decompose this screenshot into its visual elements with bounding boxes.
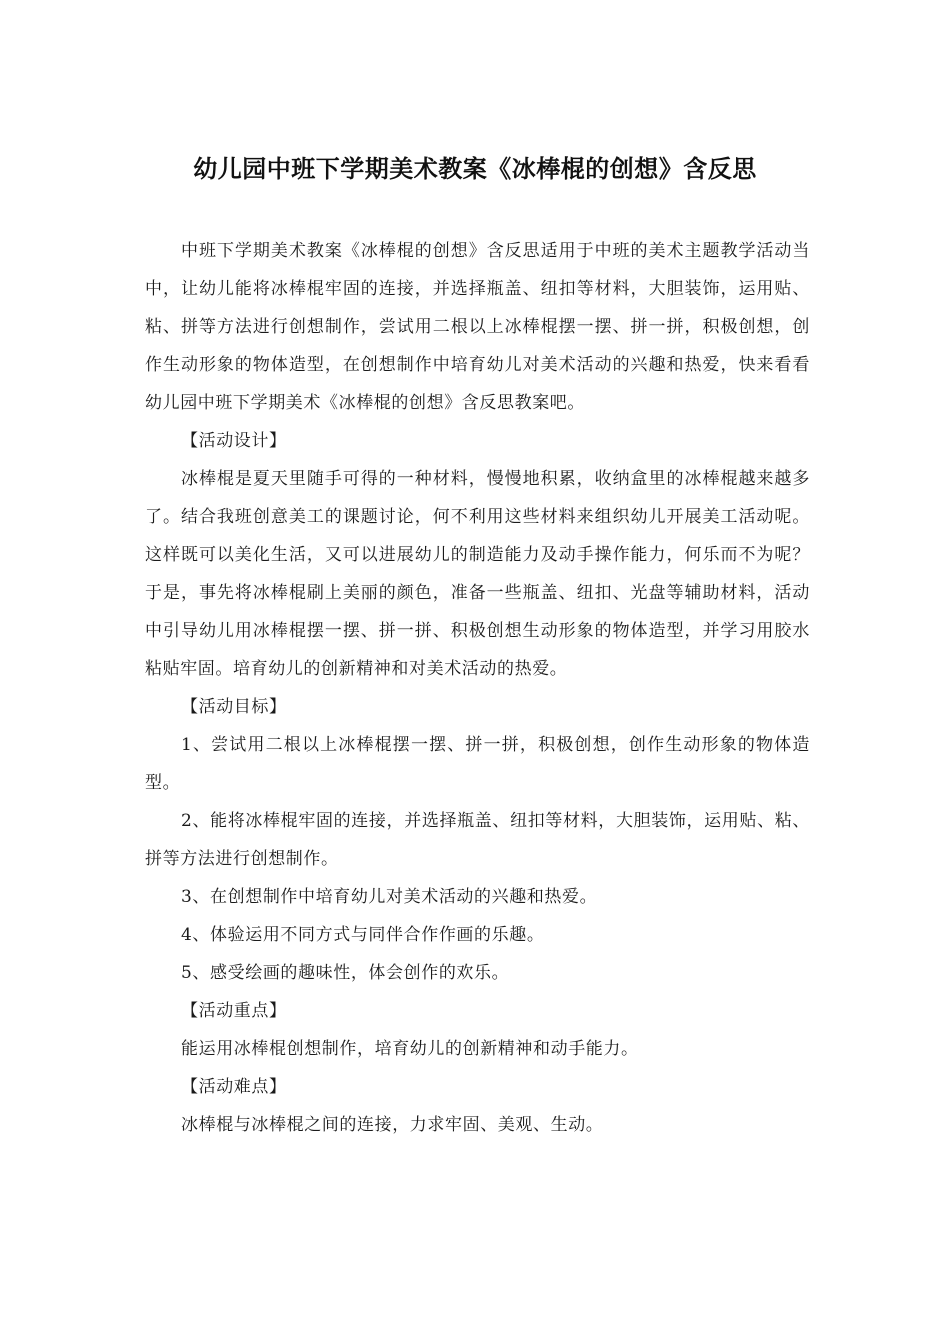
section-heading-difficulty: 【活动难点】	[181, 1077, 287, 1097]
difficulty-paragraph: 冰棒棍与冰棒棍之间的连接，力求牢固、美观、生动。	[181, 1115, 604, 1135]
document-title: 幼儿园中班下学期美术教案《冰棒棍的创想》含反思	[193, 155, 757, 183]
intro-paragraph: 中班下学期美术教案《冰棒棍的创想》含反思适用于中班的美术主题教学活动当中，让幼儿能将冰棒棍牢固的连接，并选择瓶盖、纽扣等材料，大胆装饰，运用贴、粘、拼等方法进行创想制作，尝试用二根以上冰棒棍摆一摆、拼一拼，积极创想，创作生动形象的物体造型，在创想制作中培育幼儿对美术活动的兴趣和热爱，快来看看幼儿园中班下学期美术《冰棒棍的创想》含反思教案吧。	[145, 241, 810, 413]
goal-item-5: 5、感受绘画的趣味性，体会创作的欢乐。	[181, 963, 510, 983]
key-points-paragraph: 能运用冰棒棍创想制作，培育幼儿的创新精神和动手能力。	[181, 1039, 639, 1059]
goal-item-4: 4、体验运用不同方式与同伴合作作画的乐趣。	[181, 925, 545, 945]
section-heading-key-points: 【活动重点】	[181, 1001, 287, 1021]
document-body	[145, 232, 810, 1144]
design-paragraph: 冰棒棍是夏天里随手可得的一种材料，慢慢地积累，收纳盒里的冰棒棍越来越多了。结合我班创意美工的课题讨论，何不利用这些材料来组织幼儿开展美工活动呢。这样既可以美化生活，又可以进展幼儿的制造能力及动手操作能力，何乐而不为呢？于是，事先将冰棒棍刷上美丽的颜色，准备一些瓶盖、纽扣、光盘等辅助材料，活动中引导幼儿用冰棒棍摆一摆、拼一拼、积极创想生动形象的物体造型，并学习用胶水粘贴牢固。培育幼儿的创新精神和对美术活动的热爱。	[145, 469, 810, 679]
goal-item-3: 3、在创想制作中培育幼儿对美术活动的兴趣和热爱。	[181, 887, 598, 907]
section-heading-goals: 【活动目标】	[181, 697, 287, 717]
section-heading-design: 【活动设计】	[181, 431, 287, 451]
goal-item-1: 1、尝试用二根以上冰棒棍摆一摆、拼一拼，积极创想，创作生动形象的物体造型。	[145, 735, 810, 793]
goal-item-2: 2、能将冰棒棍牢固的连接，并选择瓶盖、纽扣等材料，大胆装饰，运用贴、粘、拼等方法进行创想制作。	[145, 811, 810, 869]
